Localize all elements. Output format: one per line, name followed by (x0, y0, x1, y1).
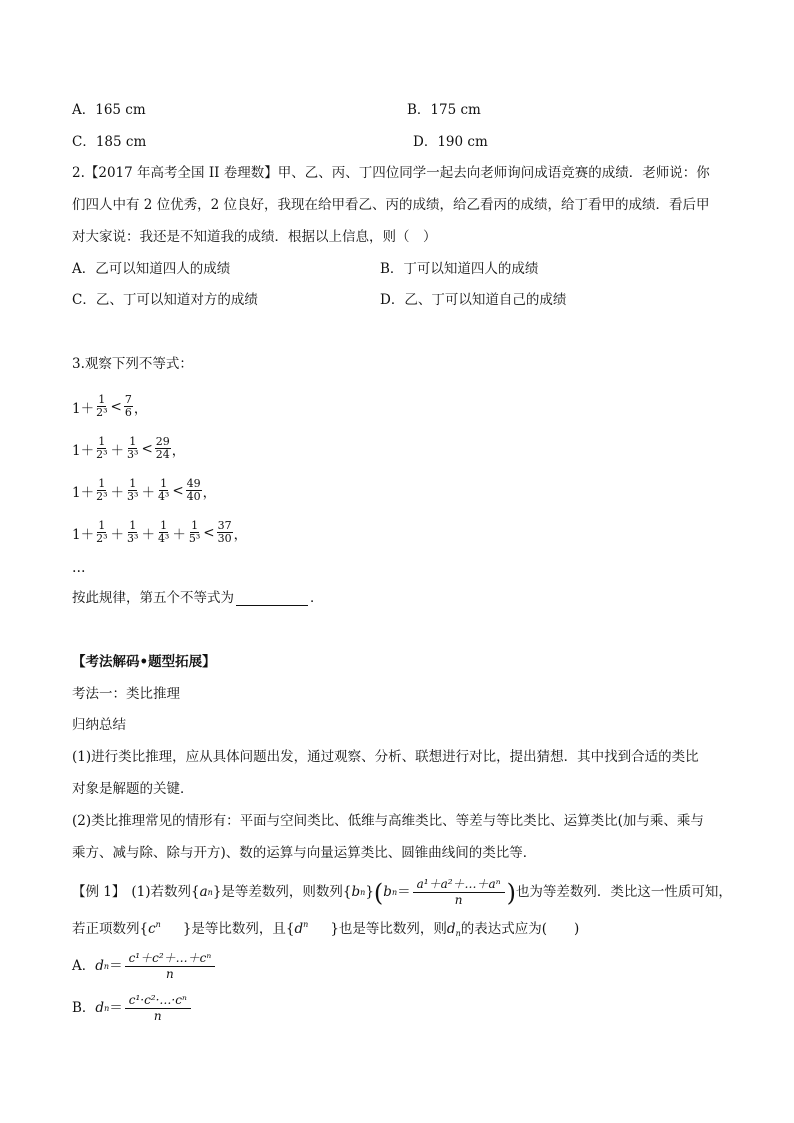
less-than-sign: < (141, 440, 153, 457)
q1-option-a: A．165 cm (72, 102, 146, 118)
q2-stem-line-2: 们四人中有 2 位优秀，2 位良好，我现在给甲看乙、丙的成绩，给乙看丙的成绩，给丁看甲的成绩．看后甲 (72, 197, 710, 213)
rhs-fraction: $\frac{29}{24}$ (155, 435, 170, 462)
example-label: 【例 1】 (72, 883, 126, 900)
less-than-sign: < (203, 524, 215, 541)
rhs-fraction: $\frac{7}{6}$ (124, 393, 132, 420)
fraction-term: $\frac{1}{\text{4³}}$ (157, 519, 170, 546)
example-line-1: 【例 1】 (1)若数列{ a n }是等差数列，则数列{ b n } ( b n ＝ $\frac{\text{a¹＋a²＋…＋aⁿ}}{n}$ ) 也为等差数列．类比这一性质可知， (72, 877, 732, 907)
plus-sign: ＋ (172, 526, 186, 543)
plus-sign: ＋ (141, 484, 155, 501)
summary-p1-line-2: 对象是解题的关键． (72, 781, 194, 797)
q3-ellipsis: … (72, 560, 86, 576)
q1-option-b: B．175 cm (407, 102, 481, 118)
q2-stem-line-1: 2.【2017 年高考全国 II 卷理数】甲、乙、丙、丁四位同学一起去向老师询问成语竞赛的成绩．老师说：你 (72, 165, 710, 181)
method-title: 考法一：类比推理 (72, 686, 180, 702)
inequality-lead: 1＋ (72, 400, 95, 417)
inequality-lead: 1＋ (72, 526, 95, 543)
plus-sign: ＋ (110, 484, 125, 501)
fraction-term: $\frac{1}{\text{3³}}$ (127, 435, 139, 462)
plus-sign: ＋ (141, 526, 155, 543)
example-fraction: $\frac{\text{a¹＋a²＋…＋aⁿ}}{n}$ (413, 877, 505, 908)
fraction-term: $\frac{1}{\text{3³}}$ (127, 477, 139, 504)
fraction-term: $\frac{1}{\text{5³}}$ (188, 519, 201, 546)
q2-option-c: C．乙、丁可以知道对方的成绩 (72, 292, 258, 308)
q2-option-a: A．乙可以知道四人的成绩 (72, 261, 231, 277)
example-option-a: A． d n ＝ $\frac{\text{c¹＋c²＋…＋cⁿ}}{n}$ (72, 951, 217, 982)
plus-sign: ＋ (110, 442, 125, 459)
fraction-term: $\frac{1}{\text{2³}}$ (96, 477, 108, 504)
inequality-row (72, 478, 216, 503)
fraction-term: $\frac{1}{\text{3³}}$ (127, 519, 139, 546)
inequality-row (72, 520, 247, 545)
fraction-term: $\frac{1}{\text{2³}}$ (96, 393, 108, 420)
less-than-sign: < (110, 398, 122, 415)
less-than-sign: < (172, 482, 184, 499)
q1-option-d: D．190 cm (413, 134, 488, 150)
inequality-row (72, 436, 185, 461)
summary-p1-line-1: (1)进行类比推理，应从具体问题出发，通过观察、分析、联想进行对比，提出猜想．其中找到合适的类比 (72, 749, 699, 765)
rhs-fraction: $\frac{37}{30}$ (217, 519, 232, 546)
section-heading: 【考法解码•题型拓展】 (72, 654, 216, 670)
fraction-term: $\frac{1}{\text{2³}}$ (96, 519, 108, 546)
q1-option-c: C．185 cm (72, 134, 147, 150)
summary-title: 归纳总结 (72, 717, 126, 733)
summary-p2-line-2: 乘方、减与除、除与开方)、数的运算与向量运算类比、圆锥曲线间的类比等． (72, 845, 537, 861)
comma: ， (171, 442, 186, 459)
q3-conclusion: 按此规律，第五个不等式为 ． (72, 590, 324, 606)
example-line-2: 若正项数列{$c^n$ }是等比数列，且{$d^n$ }也是等比数列，则$d_n$的表达式应为( ) (72, 920, 580, 938)
q2-option-b: B．丁可以知道四人的成绩 (380, 261, 539, 277)
q2-option-d: D．乙、丁可以知道自己的成绩 (380, 292, 567, 308)
fraction-term: $\frac{1}{\text{4³}}$ (157, 477, 170, 504)
q2-stem-line-3: 对大家说：我还是不知道我的成绩．根据以上信息，则（ ） (72, 229, 437, 245)
comma: ， (233, 526, 248, 543)
example-option-b: B． d n ＝ $\frac{\text{c¹·c²·…·cⁿ}}{n}$ (72, 993, 193, 1024)
comma: ， (202, 484, 217, 501)
summary-p2-line-1: (2)类比推理常见的情形有：平面与空间类比、低维与高维类比、等差与等比类比、运算类比(加与乘、乘与 (72, 813, 704, 829)
q3-title: 3.观察下列不等式： (72, 356, 193, 372)
answer-blank (236, 593, 308, 606)
comma: ， (133, 400, 148, 417)
inequality-lead: 1＋ (72, 484, 95, 501)
plus-sign: ＋ (110, 526, 125, 543)
inequality-row (72, 394, 147, 419)
fraction-term: $\frac{1}{\text{2³}}$ (96, 435, 108, 462)
rhs-fraction: $\frac{49}{40}$ (186, 477, 201, 504)
inequality-lead: 1＋ (72, 442, 95, 459)
